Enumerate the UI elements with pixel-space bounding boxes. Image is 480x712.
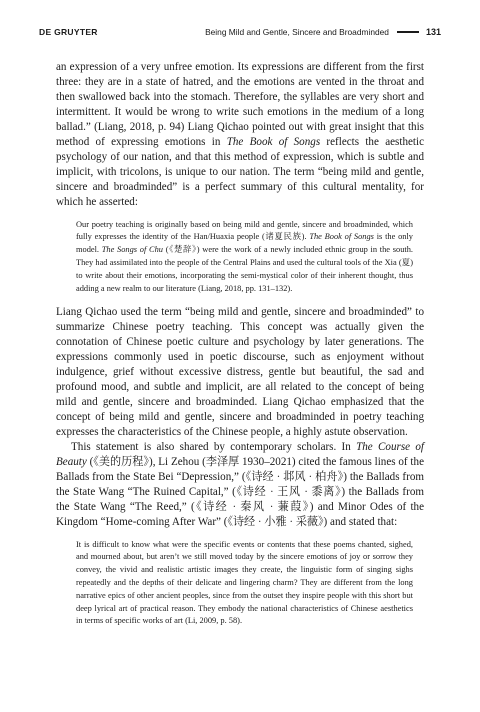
running-header (39, 24, 441, 40)
page-body (56, 60, 424, 638)
text-run: This statement is also shared by contemporary scholars. In (71, 440, 357, 453)
text-run: (《楚辞》) were the work of a newly included ethnic group in the south. They had assimilated into the people of the Central Plains and used the cultural tools of the Xia (夏) to write about their emotions, incorporating the semi-mystical color of their inherent thought, thus adding a new realm to our literature (Liang, 2018, pp. 131–132). (76, 245, 413, 293)
text-run: (《美的历程》), Li Zehou (李泽厚 1930–2021) cited the famous lines of the Ballads from the State Bei “Depression,” (《诗经 · 邶风 · 柏舟》) the Ballads from the State Wang “The Ruined Capital,” (《诗经 · 王风 · 黍离》) the Ballads from the State Wang “The Reed,” (《诗经 · 秦风 · 蒹葭》) and Minor Odes of the Kingdom “Home-coming After War” (《诗经 · 小雅 · 采薇》) and stated that: (56, 455, 424, 528)
body-paragraph (56, 60, 424, 210)
italic-title: The Book of Songs (226, 135, 321, 148)
publisher-name: DE GRUYTER (39, 27, 98, 37)
block-quote (76, 539, 413, 629)
italic-title: The Book of Songs (309, 232, 374, 242)
body-paragraph (56, 440, 424, 530)
running-title: Being Mild and Gentle, Sincere and Broadminded (205, 27, 389, 37)
text-run: an expression of a very unfree emotion. Its expressions are different from the first three: they are in a state of hatred, and the emotions are vented in the throat and then swallowed back into the stomach. Therefore, the syllables are very short and intermittent. It would be wrong to write such emotions in the medium of a long ballad.” (Liang, 2018, p. 94) Liang Qichao pointed out with great insight that this method of expressing emotions in (56, 61, 424, 148)
page-number: 131 (425, 27, 441, 37)
text-run: It is difficult to know what were the specific events or contents that these poems chanted, sighed, and mourned about, but aren’t we still moved today by the sincere emotions of joy or sorrow they convey, the vivid and realistic artistic images they create, the linguistic form of singing sighs repeatedly and the depths of their delicate and lingering charm? They are different from the long narrative epics of other ancient peoples, since from the outset they inspire people with this short but deep lyrical art of practical reason. They embody the national characteristics of Chinese aesthetics in terms of specific works of art (Li, 2009, p. 58). (76, 539, 413, 626)
text-run: Our poetry teaching is originally based on being mild and gentle, sincere and broadminded, which fully expresses the identity of the Han/Huaxia people (诸夏民族). (76, 219, 413, 242)
text-run: reflects the aesthetic psychology of our nation, and that this method of expression, which is subtle and implicit, with tricolons, is unique to our nation. The term “being mild and gentle, sincere and broadminded” is a perfect summary of this cultural mentality, for which he asserted: (56, 135, 425, 208)
italic-title: The Course of Beauty (56, 440, 424, 468)
body-paragraph (56, 305, 424, 440)
text-run: Liang Qichao used the term “being mild and gentle, sincere and broadminded” to summarize Chinese poetry teaching. This concept was actually given the connotation of Chinese poetic culture and psychology by later generations. The expressions commonly used in poetic discourse, such as enjoyment without indulgence, grief without excessive distress, gentle but beautiful, the sad and profound mood, and subtle and implicit, are all related to the concept of being mild and gentle, sincere and broadminded. Liang Qichao emphasized that the concept of being mild and gentle, sincere and broadminded in poetry teaching expresses the characteristics of the Chinese people, a highly astute observation. (56, 306, 424, 438)
text-run: is the only model. (76, 232, 413, 255)
italic-title: The Songs of Chu (101, 245, 163, 255)
header-rule (397, 31, 419, 33)
block-quote (76, 219, 413, 296)
